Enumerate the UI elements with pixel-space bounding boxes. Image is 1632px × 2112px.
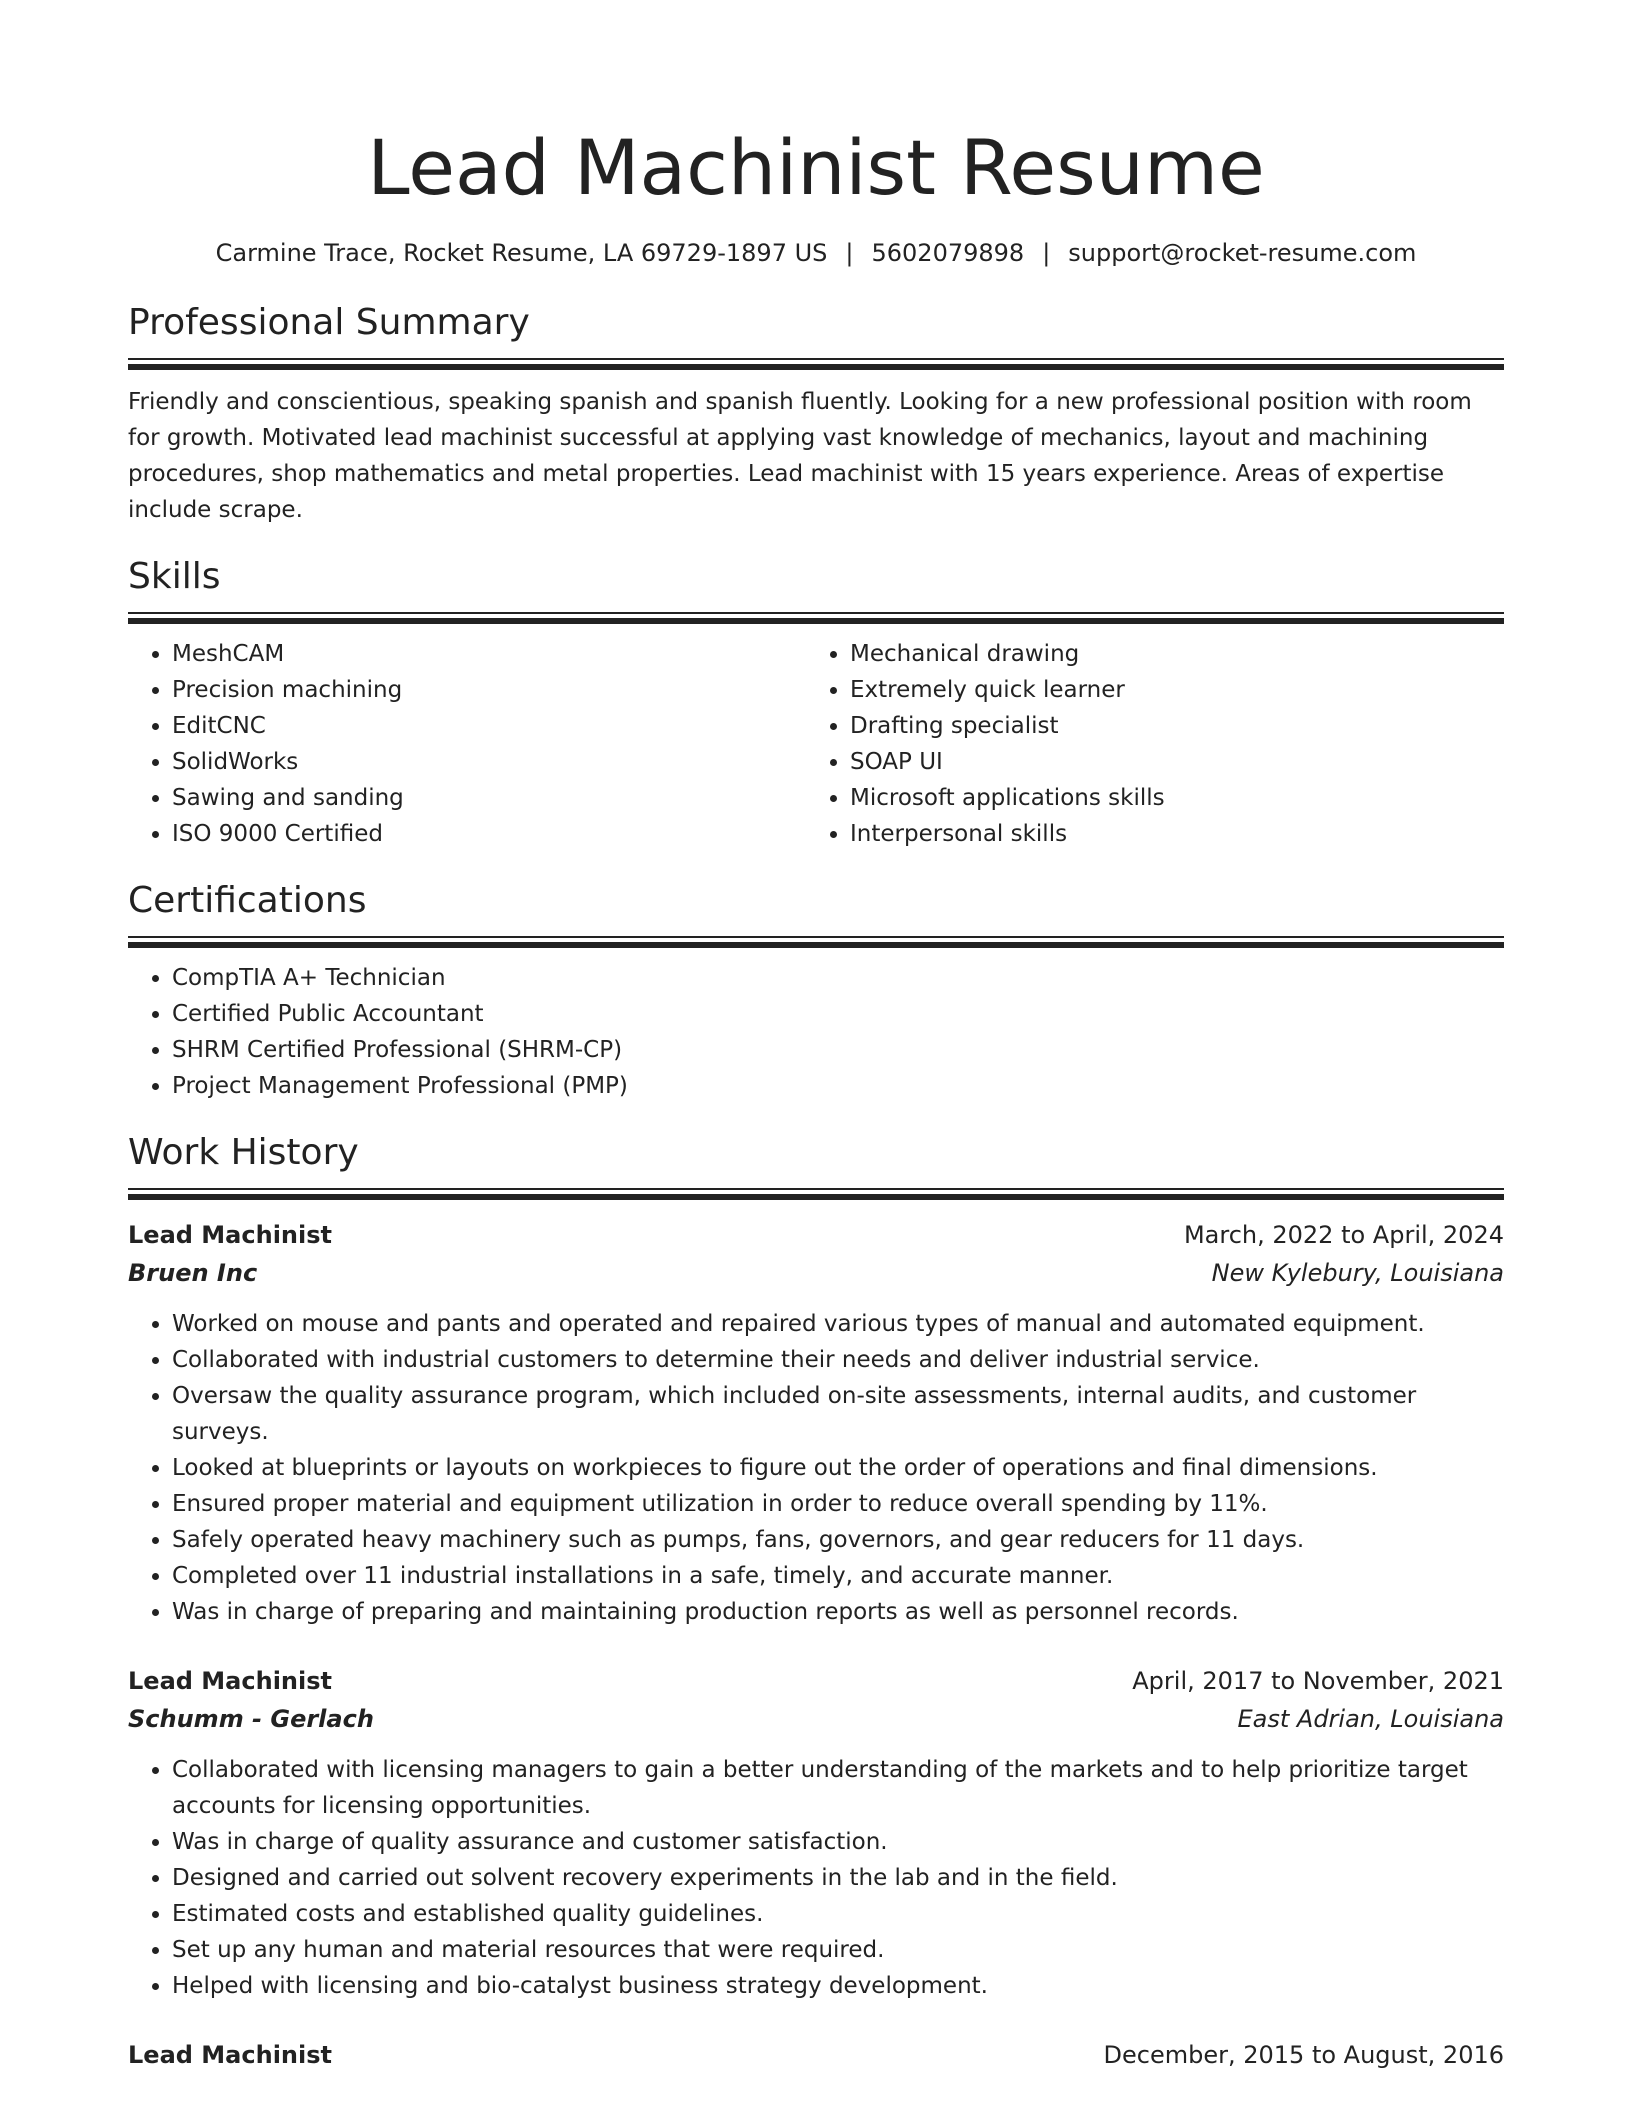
skills-list-left <box>128 636 806 852</box>
skills-list-right <box>806 636 1484 852</box>
job-bullet: • Worked on mouse and pants and operated and repaired various types of manual and automated equipment. <box>172 1306 1504 1342</box>
skills-section <box>128 554 1504 852</box>
job-bullet: • Collaborated with industrial customers to determine their needs and deliver industrial service. <box>172 1342 1504 1378</box>
contact-separator: | <box>845 239 854 267</box>
skill-item: • Sawing and sanding <box>172 780 806 816</box>
summary-heading: Professional Summary <box>128 302 530 343</box>
summary-text: Friendly and conscientious, speaking spanish and spanish fluently. Looking for a new professional position with room for growth. Motivated lead machinist successful at applying vast knowledge of mechanics, layout and machining procedures, shop mathematics and metal properties. Lead machinist with 15 years experience. Areas of expertise include scrape. <box>128 389 1472 523</box>
job-company: Bruen Inc <box>128 1259 258 1287</box>
job-company: Schumm - Gerlach <box>128 1705 374 1733</box>
job-bullet: • Set up any human and material resources that were required. <box>172 1932 1504 1968</box>
skill-item: • Microsoft applications skills <box>850 780 1484 816</box>
job-location: New Kylebury, Louisiana <box>1211 1259 1504 1287</box>
skill-item: • EditCNC <box>172 708 806 744</box>
certifications-heading: Certifications <box>128 880 367 921</box>
job-header-row <box>128 1662 1504 1700</box>
contact-email: support@rocket-resume.com <box>1068 239 1417 267</box>
section-divider <box>128 936 1504 948</box>
skill-item: • Drafting specialist <box>850 708 1484 744</box>
resume-title: Lead Machinist Resume <box>367 123 1265 212</box>
certification-item: • SHRM Certified Professional (SHRM-CP) <box>172 1032 1504 1068</box>
certification-item: • Certified Public Accountant <box>172 996 1504 1032</box>
certifications-list <box>128 960 1504 1104</box>
resume-page <box>128 0 1504 2074</box>
section-divider <box>128 1188 1504 1200</box>
job-bullets <box>128 1306 1504 1630</box>
skills-column-left <box>128 636 806 852</box>
job-header-row <box>128 1216 1504 1254</box>
job-bullet: • Oversaw the quality assurance program, which included on-site assessments, internal audits, and customer surveys. <box>172 1378 1504 1450</box>
skill-item: • SolidWorks <box>172 744 806 780</box>
job-bullet: • Was in charge of preparing and maintaining production reports as well as personnel records. <box>172 1594 1504 1630</box>
job-bullet: • Estimated costs and established quality guidelines. <box>172 1896 1504 1932</box>
job-entry <box>128 2036 1504 2074</box>
skills-heading: Skills <box>128 556 221 597</box>
skill-item: • MeshCAM <box>172 636 806 672</box>
job-title: Lead Machinist <box>128 1667 332 1695</box>
skill-item: • Mechanical drawing <box>850 636 1484 672</box>
skill-item: • Precision machining <box>172 672 806 708</box>
job-dates: December, 2015 to August, 2016 <box>1103 2041 1504 2069</box>
section-divider <box>128 358 1504 370</box>
contact-phone: 5602079898 <box>871 239 1025 267</box>
job-subheader-row <box>128 1700 1504 1738</box>
job-entry <box>128 1662 1504 2004</box>
summary-section <box>128 300 1504 528</box>
skill-item: • SOAP UI <box>850 744 1484 780</box>
certification-item: • CompTIA A+ Technician <box>172 960 1504 996</box>
skill-item: • Interpersonal skills <box>850 816 1484 852</box>
job-bullet: • Collaborated with licensing managers to gain a better understanding of the markets and to help prioritize target accounts for licensing opportunities. <box>172 1752 1504 1824</box>
contact-separator: | <box>1042 239 1051 267</box>
skill-item: • Extremely quick learner <box>850 672 1484 708</box>
job-bullets <box>128 1752 1504 2004</box>
job-entry <box>128 1216 1504 1630</box>
skill-item: • ISO 9000 Certified <box>172 816 806 852</box>
job-subheader-row <box>128 1254 1504 1292</box>
job-bullet: • Completed over 11 industrial installations in a safe, timely, and accurate manner. <box>172 1558 1504 1594</box>
certifications-section <box>128 878 1504 1104</box>
job-bullet: • Looked at blueprints or layouts on workpieces to figure out the order of operations and final dimensions. <box>172 1450 1504 1486</box>
job-title: Lead Machinist <box>128 1221 332 1249</box>
work-history-heading: Work History <box>128 1132 359 1173</box>
job-bullet: • Helped with licensing and bio-catalyst business strategy development. <box>172 1968 1504 2004</box>
certification-item: • Project Management Professional (PMP) <box>172 1068 1504 1104</box>
job-title: Lead Machinist <box>128 2041 332 2069</box>
skills-grid <box>128 636 1504 852</box>
job-bullet: • Ensured proper material and equipment utilization in order to reduce overall spending by 11%. <box>172 1486 1504 1522</box>
contact-line <box>128 236 1504 270</box>
job-dates: March, 2022 to April, 2024 <box>1183 1221 1504 1249</box>
skills-column-right <box>806 636 1484 852</box>
job-header-row <box>128 2036 1504 2074</box>
job-bullet: • Designed and carried out solvent recovery experiments in the lab and in the field. <box>172 1860 1504 1896</box>
job-dates: April, 2017 to November, 2021 <box>1132 1667 1504 1695</box>
job-bullet: • Safely operated heavy machinery such as pumps, fans, governors, and gear reducers for 11 days. <box>172 1522 1504 1558</box>
work-history-section <box>128 1130 1504 2074</box>
contact-address: Carmine Trace, Rocket Resume, LA 69729-1897 US <box>215 239 828 267</box>
job-bullet: • Was in charge of quality assurance and customer satisfaction. <box>172 1824 1504 1860</box>
section-divider <box>128 612 1504 624</box>
job-location: East Adrian, Louisiana <box>1237 1705 1504 1733</box>
